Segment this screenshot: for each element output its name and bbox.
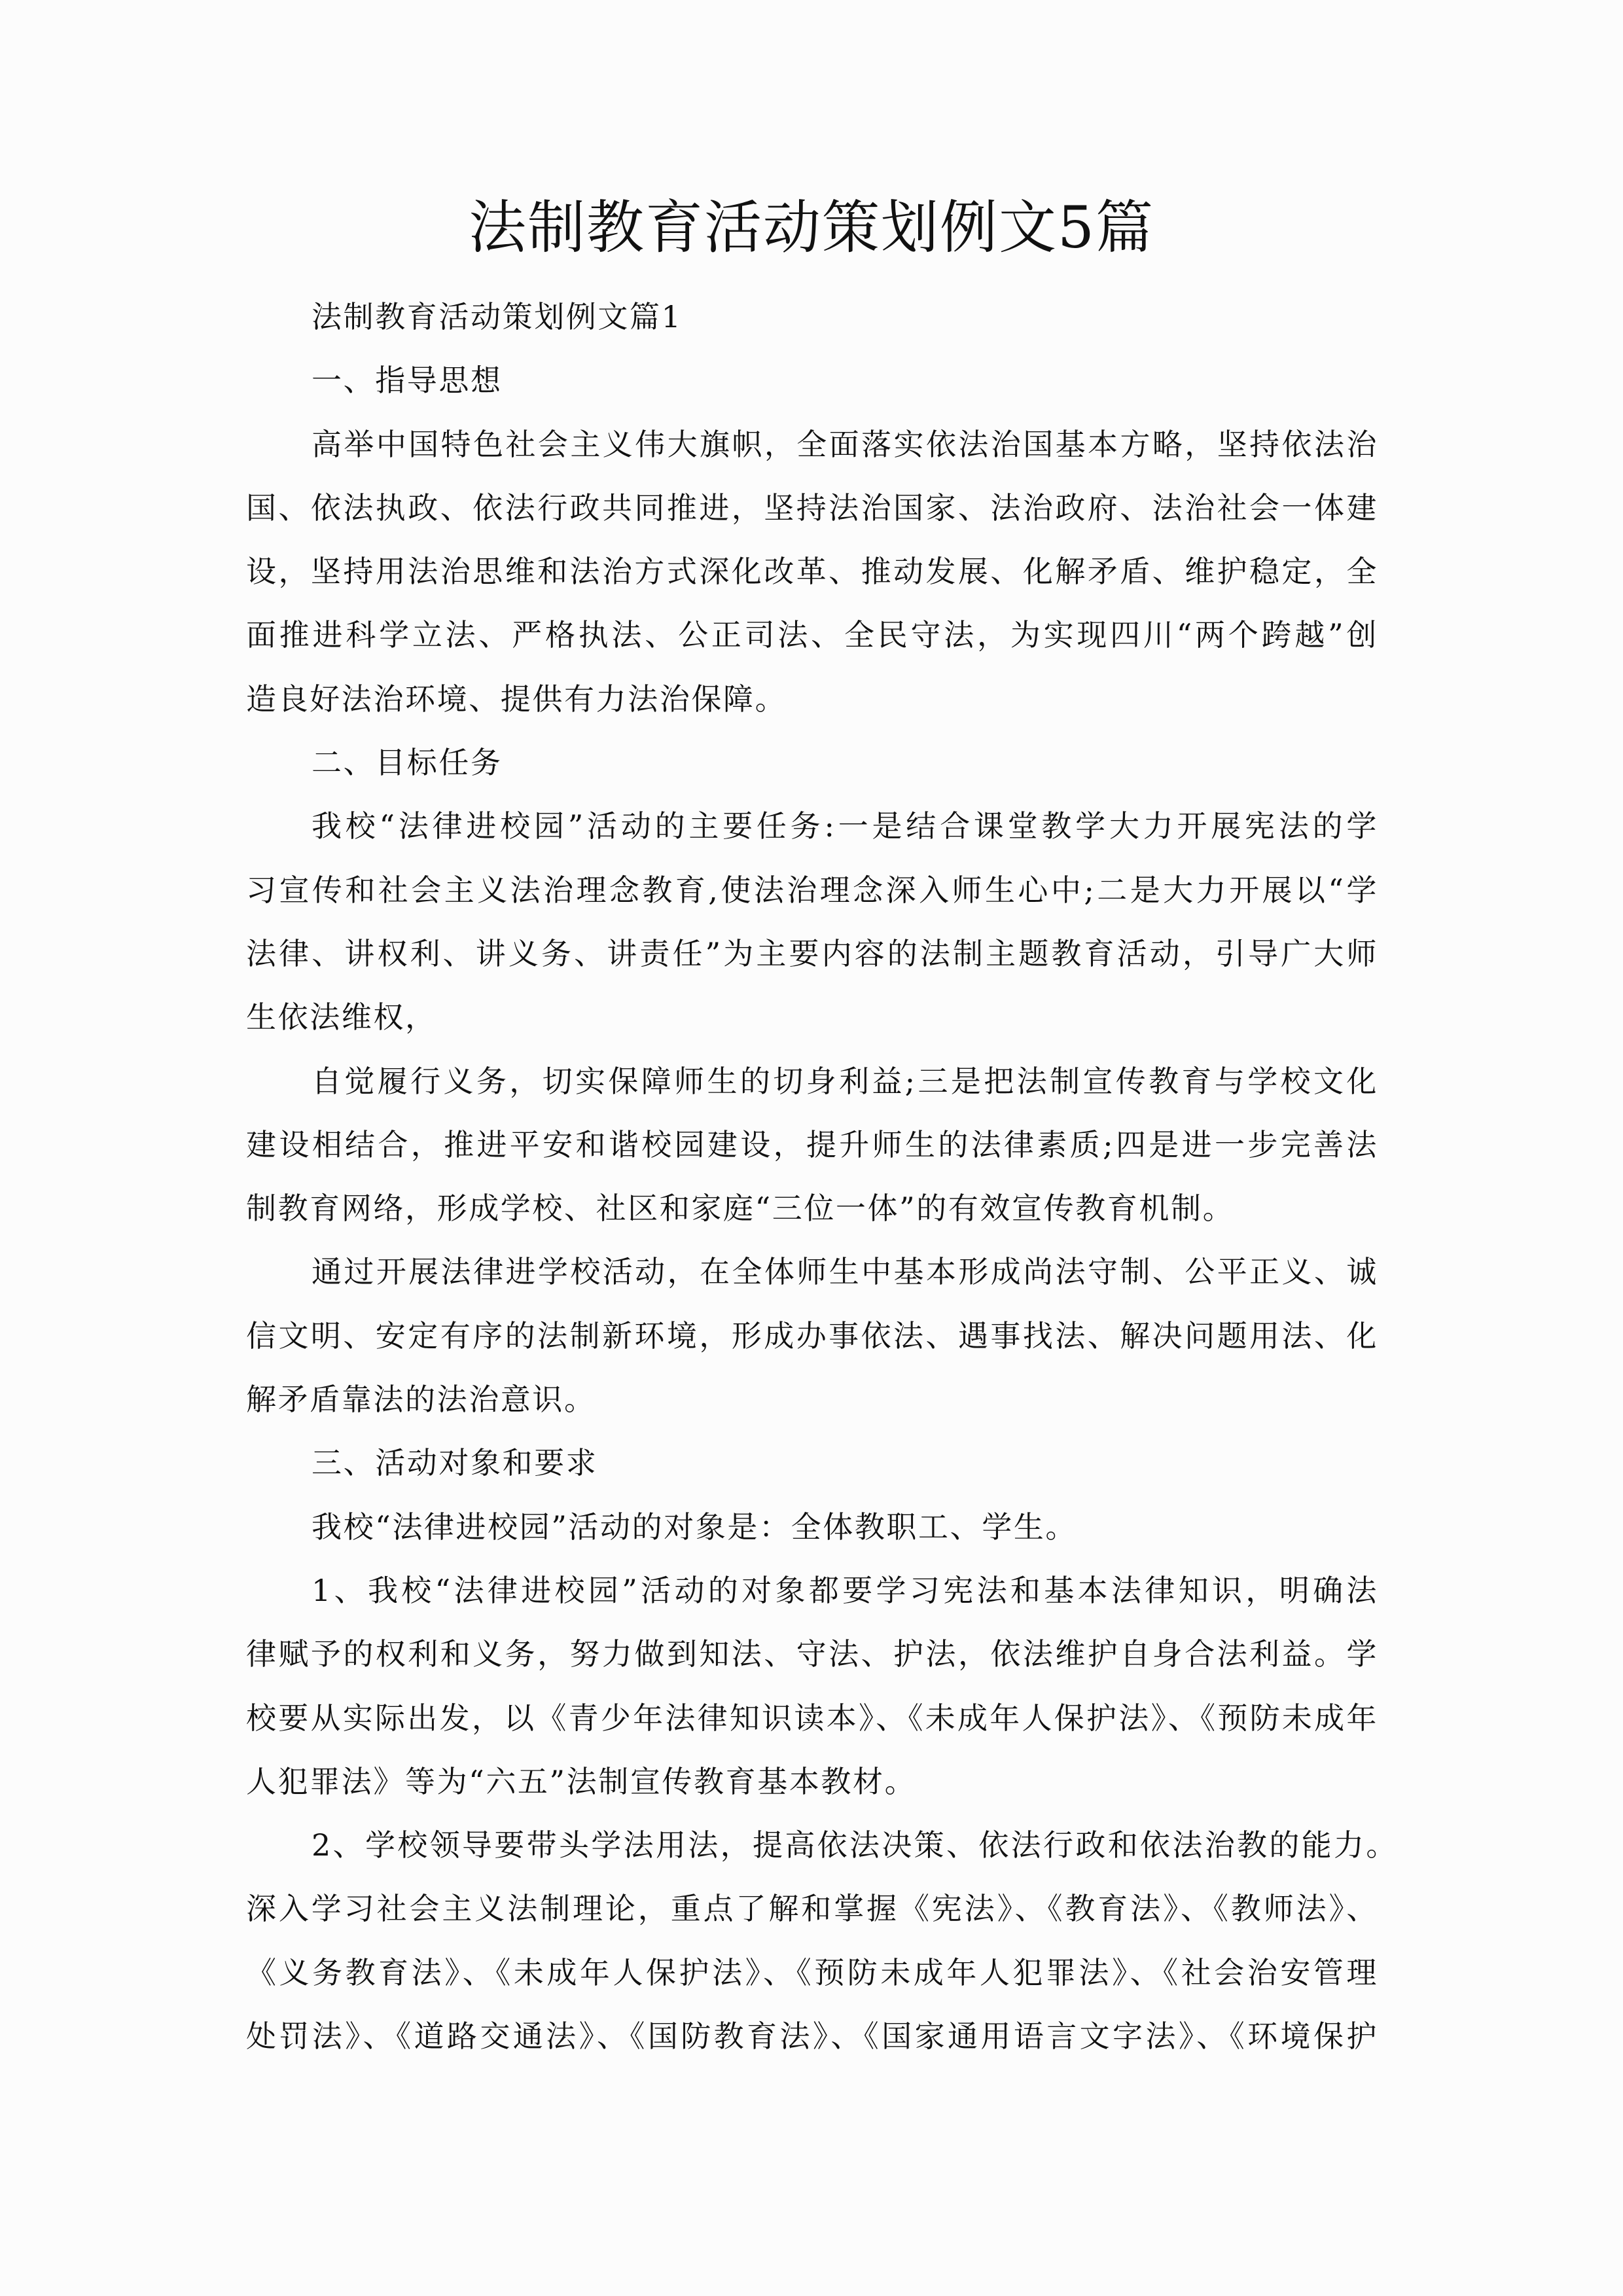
paragraph-line: 生依法维权， xyxy=(246,999,437,1035)
paragraph-line: 设，坚持用法治思维和法治方式深化改革、推动发展、化解矛盾、维护稳定，全 xyxy=(246,554,1378,590)
paragraph-line: 造良好法治环境、提供有力法治保障。 xyxy=(246,681,787,717)
paragraph-line: 律赋予的权利和义务，努力做到知法、守法、护法，依法维护自身合法利益。学 xyxy=(246,1636,1378,1672)
section-title: 法制教育活动策划例文篇1 xyxy=(312,299,683,334)
paragraph-line: 人犯罪法》等为“六五”法制宣传教育基本教材。 xyxy=(246,1763,917,1799)
heading-targets-requirements: 三、活动对象和要求 xyxy=(312,1445,598,1481)
paragraph-line: 我校“法律进校园”活动的主要任务:一是结合课堂教学大力开展宪法的学 xyxy=(312,808,1378,844)
heading-goals-tasks: 二、目标任务 xyxy=(312,745,503,781)
paragraph-line: 《义务教育法》、《未成年人保护法》、《预防未成年人犯罪法》、《社会治安管理 xyxy=(246,1954,1378,1990)
paragraph-line: 国、依法执政、依法行政共同推进，坚持法治国家、法治政府、法治社会一体建 xyxy=(246,490,1378,526)
paragraph-line: 解矛盾靠法的法治意识。 xyxy=(246,1382,596,1418)
paragraph-line: 深入学习社会主义法制理论，重点了解和掌握《宪法》、《教育法》、《教师法》、 xyxy=(246,1891,1378,1927)
document-body xyxy=(246,285,1398,2068)
paragraph-line: 法律、讲权利、讲义务、讲责任”为主要内容的法制主题教育活动，引导广大师 xyxy=(246,935,1378,971)
paragraph-line: 制教育网络，形成学校、社区和家庭“三位一体”的有效宣传教育机制。 xyxy=(246,1191,1235,1227)
paragraph-line: 高举中国特色社会主义伟大旗帜，全面落实依法治国基本方略，坚持依法治 xyxy=(312,426,1378,462)
paragraph-line: 我校“法律进校园”活动的对象是：全体教职工、学生。 xyxy=(312,1509,1078,1545)
paragraph-line: 1、我校“法律进校园”活动的对象都要学习宪法和基本法律知识，明确法 xyxy=(312,1572,1378,1608)
paragraph-line: 自觉履行义务，切实保障师生的切身利益;三是把法制宣传教育与学校文化 xyxy=(312,1063,1378,1099)
heading-guiding-ideology: 一、指导思想 xyxy=(312,363,503,399)
paragraph-line: 面推进科学立法、严格执法、公正司法、全民守法，为实现四川“两个跨越”创 xyxy=(246,617,1378,653)
paragraph-line: 习宣传和社会主义法治理念教育,使法治理念深入师生心中;二是大力开展以“学 xyxy=(246,872,1378,908)
paragraph-line: 处罚法》、《道路交通法》、《国防教育法》、《国家通用语言文字法》、《环境保护 xyxy=(246,2018,1378,2054)
paragraph-line: 校要从实际出发，以《青少年法律知识读本》、《未成年人保护法》、《预防未成年 xyxy=(246,1700,1378,1736)
paragraph-line: 2、学校领导要带头学法用法，提高依法决策、依法行政和依法治教的能力。 xyxy=(312,1827,1398,1863)
paragraph-line: 信文明、安定有序的法制新环境，形成办事依法、遇事找法、解决问题用法、化 xyxy=(246,1318,1378,1354)
paragraph-line: 通过开展法律进学校活动，在全体师生中基本形成尚法守制、公平正义、诚 xyxy=(312,1254,1378,1290)
paragraph-line: 建设相结合，推进平安和谐校园建设，提升师生的法律素质;四是进一步完善法 xyxy=(246,1126,1378,1162)
document-title: 法制教育活动策划例文5篇 xyxy=(469,194,1154,261)
